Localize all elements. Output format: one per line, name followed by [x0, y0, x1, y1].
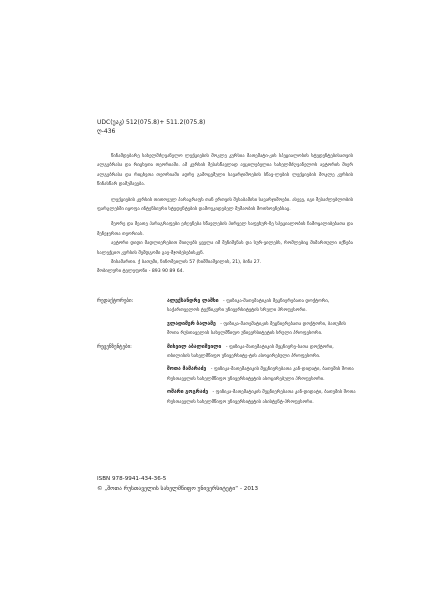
- reviewers-block: [97, 343, 357, 407]
- person-name: ალექსანდრე ლაშხი: [167, 298, 219, 304]
- person-credentials: ფიზიკა-მათემატიკის მეცნიერებათა დოქტორი, ბათუმის შოთა რუსთაველის სახელმწიფო უნივერსიტეტის სრული პროფესორი.: [167, 321, 346, 337]
- udc-classification: [97, 118, 205, 136]
- author-address: მისამართი. ქ ბათუმი, ნინოშვილის 57 (ხიმშიაშვილის, 21), ბინა 27.: [111, 260, 262, 266]
- reviewer-entry: შოთა მამარაძე - ფიზიკა-მათემატიკის მეცნიერებათა კან-დიდატი, ბათუმის შოთა რუსთაველის სახელმწიფო უნივერსიტეტის ასოცირებული პროფესორი.: [167, 366, 354, 382]
- editors-and-reviewers: [97, 297, 357, 411]
- reviewer-entry: მიხეილ აბალიშვილი - ფიზიკა-მათემატიკის მეცნიერე-ბათა დოქტორი, თბილისის სახელმწიფო უნივერსიტე-ტის ასოცირებული პროფესორი.: [167, 343, 334, 360]
- person-name: შოთა მამარაძე: [167, 366, 207, 373]
- editors-block: [97, 297, 357, 339]
- annotation-paragraph-2: ლექციების კურსის თითოეულ პარაგრაფს თან ერთვის შესაბამისი სავარჯიშოები. ასევე, იგი შესაძლებლობის ფარგლებში იყოფა ინტენსიური სტუდენტების დამოუკიდებელ მუშაობის მოთხოვნებსაც.: [97, 197, 353, 213]
- book-annotation: [97, 152, 353, 277]
- person-name: ოშარი გოგრაძე: [167, 389, 209, 396]
- annotation-paragraph-3: მეორე და მეათე პარაგრაფები ეძღვნება სწავლების პირველ საფეხურ-ზე სპეციალობის ჩამოყალიბებათა და მენეჯერთა თეორიას.: [97, 222, 353, 237]
- annotation-paragraph-1: წინამდებარე სახელმძღვანელო ლექციების მოკლე კურსია მათემატი-კის სპეციალობის სტუდენტებისათვის ალგებრასა და რიცხვთა თეორიაში. ამ კურსის შესასწავლად აუცილებელია სახელმძღვანელოს ავტორის მიერ ალგებრასა და რიცხვთა თეორიაში ადრე გამოცემული სავარჯიშოების სწავ-ლების ლექციების მოკლე კურსის წინასწარ დამუშავება.: [97, 154, 353, 188]
- author-mark: ღ-436: [97, 128, 116, 135]
- publication-info: [97, 474, 258, 494]
- person-credentials: ფიზიკა-მათემატიკის მეცნიერებათა კან-დიდატი, ბათუმის შოთა რუსთაველის სახელმწიფო უნივერსიტეტის ასისტენტ-პროფესორი.: [167, 390, 356, 405]
- person-name: ვლადიმერ ბალამე: [167, 320, 216, 327]
- editor-entry: ალექსანდრე ლაშხი - ფიზიკა-მათემატიკის მეცნიერებათა დოქტორი, საქართველოს ტექნიკური უნივერსიტეტის სრული პროფესორი.: [167, 298, 330, 314]
- editor-entry: ვლადიმერ ბალამე - ფიზიკა-მათემატიკის მეცნიერებათა დოქტორი, ბათუმის შოთა რუსთაველის სახელმწიფო უნივერსიტეტის სრული პროფესორი.: [167, 320, 346, 337]
- reviewers-label: რეცენზენტები:: [97, 343, 132, 350]
- udc-code: UDC(უაკ) 512(075.8)+ 511.2(075.8): [97, 119, 206, 126]
- copyright-notice: © „შოთა რუსთაველის სახელმწიფო უნივერსიტეტი“ - 2013: [97, 486, 259, 492]
- annotation-paragraph-4: ავტორი დიდი მადლიერებით მიიღებს ყველა იმ შენიშვნას და სურ-ვილებს, რომლებიც მიმართული იქნება სალექციო კურსის შემდგომი გაუ-მჯობესებისკენ.: [97, 241, 353, 256]
- person-credentials: ფიზიკა-მათემატიკის მეცნიერებათა კან-დიდატი, ბათუმის შოთა რუსთაველის სახელმწიფო უნივერსიტეტის ასოცირებული პროფესორი.: [167, 367, 354, 382]
- person-credentials: ფიზიკა-მათემატიკის მეცნიერე-ბათა დოქტორი, თბილისის სახელმწიფო უნივერსიტე-ტის ასოცირებული პროფესორი.: [167, 344, 334, 360]
- person-credentials: ფიზიკა-მათემატიკის მეცნიერებათა დოქტორი, საქართველოს ტექნიკური უნივერსიტეტის სრული პროფესორი.: [167, 299, 330, 314]
- isbn-number: ISBN 978-9941-434-36-5: [97, 476, 167, 482]
- author-phone: მობილური ტელეფონი - 893 90 89 64.: [97, 269, 185, 275]
- person-name: მიხეილ აბალიშვილი: [167, 343, 222, 350]
- reviewer-entry: ოშარი გოგრაძე - ფიზიკა-მათემატიკის მეცნიერებათა კან-დიდატი, ბათუმის შოთა რუსთაველის სახელმწიფო უნივერსიტეტის ასისტენტ-პროფესორი.: [167, 389, 356, 405]
- editors-label: რედაქტორები:: [97, 298, 134, 304]
